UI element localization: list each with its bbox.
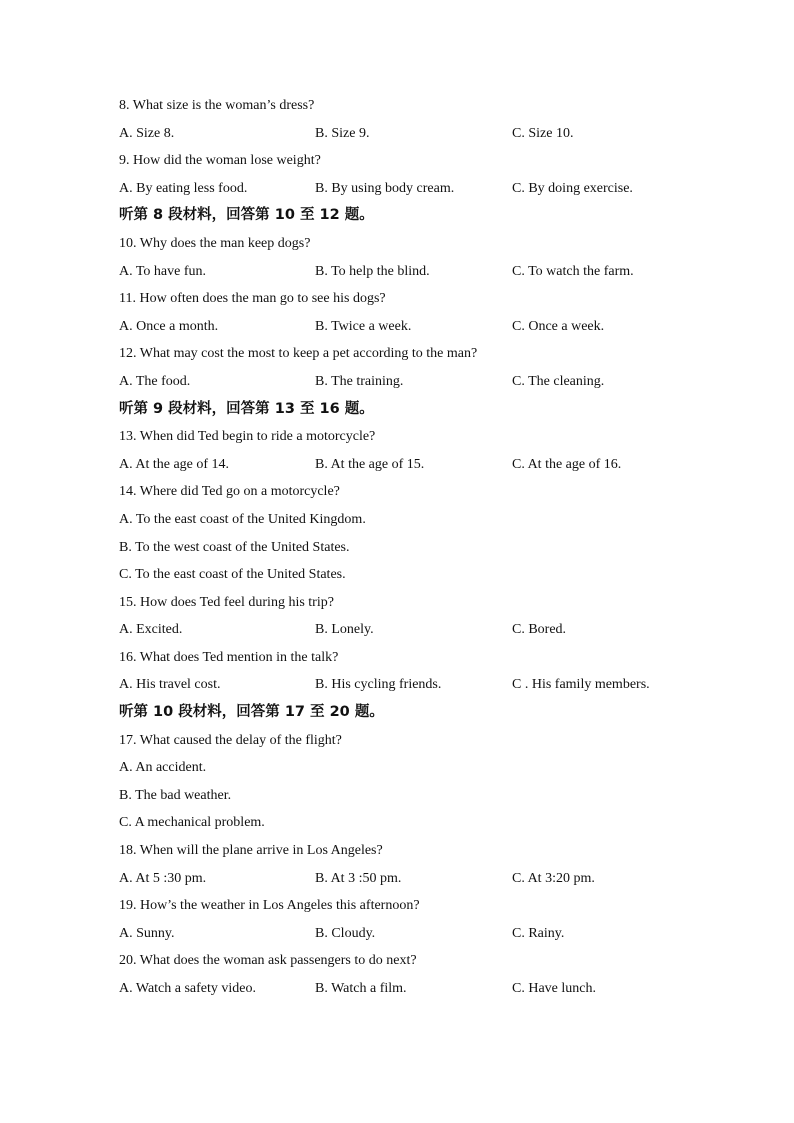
question-text: 12. What may cost the most to keep a pet according to the man? xyxy=(119,346,478,362)
option-a: A. Excited. xyxy=(119,622,183,638)
question-text: 13. When did Ted begin to ride a motorcycle? xyxy=(119,429,376,445)
options-19 xyxy=(0,920,794,948)
option-c: C. Once a week. xyxy=(512,318,605,334)
question-13 xyxy=(0,423,794,451)
option-b: B. By using body cream. xyxy=(315,180,455,196)
question-text: 19. How’s the weather in Los Angeles this afternoon? xyxy=(119,898,420,914)
option-a: A. At 5 :30 pm. xyxy=(119,870,207,886)
option-a: A. An accident. xyxy=(119,760,207,776)
option-b: B. To the west coast of the United States. xyxy=(119,539,350,555)
option-c: C. At the age of 16. xyxy=(512,456,622,472)
option-b: B. His cycling friends. xyxy=(315,677,442,693)
option-a: A. Once a month. xyxy=(119,318,219,334)
options-13 xyxy=(0,451,794,479)
option-b: B. Watch a film. xyxy=(315,981,407,996)
question-text: 15. How does Ted feel during his trip? xyxy=(119,594,334,610)
question-text: 16. What does Ted mention in the talk? xyxy=(119,649,339,665)
option-c: C. Bored. xyxy=(512,622,567,638)
question-11 xyxy=(0,285,794,313)
question-15 xyxy=(0,589,794,617)
question-text: 14. Where did Ted go on a motorcycle? xyxy=(119,484,340,500)
options-18 xyxy=(0,865,794,893)
options-20 xyxy=(0,975,794,1003)
option-b: B. To help the blind. xyxy=(315,263,430,279)
question-14 xyxy=(0,478,794,506)
options-11 xyxy=(0,313,794,341)
option-b: B. Cloudy. xyxy=(315,925,376,941)
question-17 xyxy=(0,727,794,755)
option-c: C. The cleaning. xyxy=(512,373,605,389)
option-c: C. A mechanical problem. xyxy=(119,815,265,831)
options-12 xyxy=(0,368,794,396)
option-a: A. The food. xyxy=(119,373,191,389)
question-10 xyxy=(0,230,794,258)
option-14-a xyxy=(0,506,794,534)
option-14-c xyxy=(0,561,794,589)
options-9 xyxy=(0,175,794,203)
option-17-b xyxy=(0,782,794,810)
option-14-b xyxy=(0,534,794,562)
options-8 xyxy=(0,120,794,148)
option-17-c xyxy=(0,809,794,837)
option-c: C . His family members. xyxy=(512,677,650,693)
option-b: B. At the age of 15. xyxy=(315,456,425,472)
option-a: A. To have fun. xyxy=(119,263,207,279)
option-a: A. To the east coast of the United Kingdom. xyxy=(119,511,366,527)
option-b: B. At 3 :50 pm. xyxy=(315,870,402,886)
option-c: C. To the east coast of the United States. xyxy=(119,567,346,583)
section-heading: 听第 8 段材料，回答第 10 至 12 题。 xyxy=(119,207,374,224)
option-17-a xyxy=(0,754,794,782)
question-18 xyxy=(0,837,794,865)
question-text: 8. What size is the woman’s dress? xyxy=(119,98,315,113)
question-text: 18. When will the plane arrive in Los Angeles? xyxy=(119,843,383,859)
document-page xyxy=(0,92,794,1003)
section-heading-8 xyxy=(0,202,794,230)
question-12 xyxy=(0,340,794,368)
option-c: C. Size 10. xyxy=(512,125,574,141)
question-text: 17. What caused the delay of the flight? xyxy=(119,732,342,748)
options-15 xyxy=(0,616,794,644)
option-a: A. Size 8. xyxy=(119,125,175,141)
question-8 xyxy=(0,92,794,120)
option-a: A. By eating less food. xyxy=(119,180,248,196)
question-19 xyxy=(0,892,794,920)
section-heading: 听第 10 段材料，回答第 17 至 20 题。 xyxy=(119,704,384,721)
section-heading-9 xyxy=(0,396,794,424)
question-text: 10. Why does the man keep dogs? xyxy=(119,235,311,251)
section-heading: 听第 9 段材料，回答第 13 至 16 题。 xyxy=(119,400,374,417)
option-a: A. Watch a safety video. xyxy=(119,981,257,996)
option-b: B. Twice a week. xyxy=(315,318,412,334)
question-text: 11. How often does the man go to see his dogs? xyxy=(119,291,386,307)
option-c: C. Rainy. xyxy=(512,925,565,941)
question-text: 9. How did the woman lose weight? xyxy=(119,153,321,169)
question-9 xyxy=(0,147,794,175)
option-c: C. By doing exercise. xyxy=(512,180,633,196)
option-a: A. His travel cost. xyxy=(119,677,221,693)
option-b: B. The bad weather. xyxy=(119,787,232,803)
option-b: B. Lonely. xyxy=(315,622,374,638)
option-c: C. At 3:20 pm. xyxy=(512,870,595,886)
option-a: A. Sunny. xyxy=(119,925,175,941)
section-heading-10 xyxy=(0,699,794,727)
options-16 xyxy=(0,671,794,699)
options-10 xyxy=(0,258,794,286)
option-b: B. The training. xyxy=(315,373,404,389)
option-c: C. Have lunch. xyxy=(512,981,596,996)
option-c: C. To watch the farm. xyxy=(512,263,634,279)
question-16 xyxy=(0,644,794,672)
option-b: B. Size 9. xyxy=(315,125,370,141)
option-a: A. At the age of 14. xyxy=(119,456,230,472)
question-text: 20. What does the woman ask passengers to do next? xyxy=(119,953,417,969)
question-20 xyxy=(0,947,794,975)
